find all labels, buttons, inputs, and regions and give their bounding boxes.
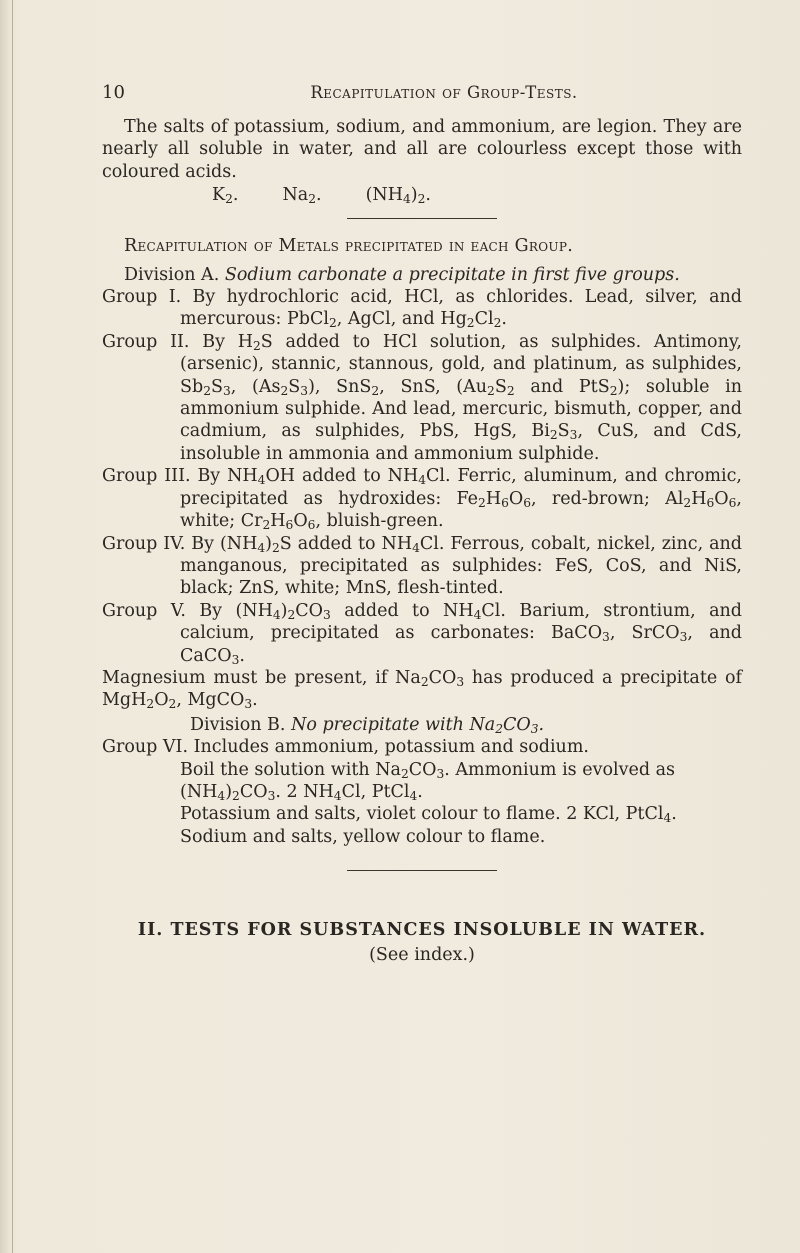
division-b: [102, 714, 742, 736]
page-number: 10: [102, 82, 125, 103]
symbol-potassium: $K_2$.: [212, 185, 239, 207]
group-vi-details: [102, 759, 742, 849]
symbol-sodium: $Na_2$.: [282, 185, 322, 207]
group-label: Group IV.: [102, 533, 186, 554]
group-label: Group III.: [102, 466, 191, 487]
group-ii: [102, 331, 742, 465]
division-a-label: Division A.: [124, 264, 220, 285]
symbol-ammonium: $(NH_4)_2$.: [365, 185, 431, 207]
magnesium-note: Magnesium must be present, if $Na_2CO_3$ has produced a precipitate of $MgH_2O_2$, MgCO$_3$.: [102, 667, 742, 712]
group-i: [102, 286, 742, 331]
intro-paragraph: The salts of potassium, sodium, and ammonium, are legion. They are nearly all soluble in water, and all are colourless except those with coloured acids.: [102, 117, 742, 182]
division-b-text: No precipitate with $Na_2CO_3$.: [291, 714, 545, 736]
group-text: By $H_2S$ added to HCl solution, as sulphides. Antimony, (arsenic), stannic, stannous, gold, and platinum, as sulphides, $Sb_2S_3$, $(As_2S_3)$, SnS$_2$, SnS, ($Au_2S_2$ and PtS$_2$); soluble in ammonium sulphide. And lead, mercuric, bismuth, copper, and cadmium, as sulphides, PbS, HgS, $Bi_2S_3$, CuS, and CdS, insoluble in ammonia and ammonium sulphide.: [180, 331, 742, 464]
division-a: [102, 264, 742, 286]
see-index-note: (See index.): [369, 944, 475, 965]
group-vi: [102, 736, 742, 758]
group-label: Group I.: [102, 287, 182, 308]
group-label: Group VI.: [102, 737, 189, 758]
group-iii: [102, 465, 742, 532]
group-text: By $(NH_4)_2CO_3$ added to $NH_4Cl$. Barium, strontium, and calcium, precipitated as carbonates: BaCO$_3$, SrCO$_3$, and CaCO$_3$.: [180, 600, 743, 667]
group-text: Includes ammonium, potassium and sodium.: [193, 737, 589, 758]
potassium-test: Potassium and salts, violet colour to flame. 2 KCl, PtCl$_4$.: [180, 804, 677, 826]
page-header: [102, 82, 742, 116]
page-gutter: [12, 0, 13, 1253]
group-label: Group V.: [102, 600, 186, 621]
group-text: By $NH_4OH$ added to $NH_4Cl$. Ferric, aluminum, and chromic, precipitated as hydroxides: $Fe_2H_6O_6$, red-brown; $Al_2H_6O_6$, white; $Cr_2H_6O_6$, bluish-green.: [180, 466, 742, 533]
running-title: Recapitulation of Group-Tests.: [310, 83, 578, 102]
ammonium-test: Boil the solution with $Na_2CO_3$. Ammonium is evolved as $(NH_4)_2CO_3$. 2 $NH_4Cl$, PtCl$_4$.: [180, 759, 676, 803]
recap-heading: Recapitulation of Metals precipitated in each Group.: [124, 236, 574, 257]
sodium-test: Sodium and salts, yellow colour to flame.: [180, 826, 546, 847]
group-label: Group II.: [102, 331, 190, 352]
division-a-text: Sodium carbonate a precipitate in first five groups.: [224, 264, 680, 285]
group-list: [102, 286, 742, 667]
divider-rule: [347, 218, 497, 219]
division-b-label: Division B.: [190, 714, 286, 735]
group-text: By $(NH_4)_2S$ added to $NH_4Cl$. Ferrous, cobalt, nickel, zinc, and manganous, precipitated as sulphides: FeS, CoS, and NiS, black; ZnS, white; MnS, flesh-tinted.: [180, 533, 742, 599]
group-text: By hydrochloric acid, HCl, as chlorides. Lead, silver, and mercurous: PbCl$_2$, AgCl, and $Hg_2Cl_2$.: [180, 287, 742, 331]
group-iv: [102, 533, 742, 600]
group-v: [102, 600, 742, 667]
alkali-symbols: [102, 184, 742, 206]
section-ii-heading: II. TESTS FOR SUBSTANCES INSOLUBLE IN WATER.: [137, 920, 707, 941]
page-content: [102, 82, 742, 966]
divider-rule: [347, 870, 497, 871]
